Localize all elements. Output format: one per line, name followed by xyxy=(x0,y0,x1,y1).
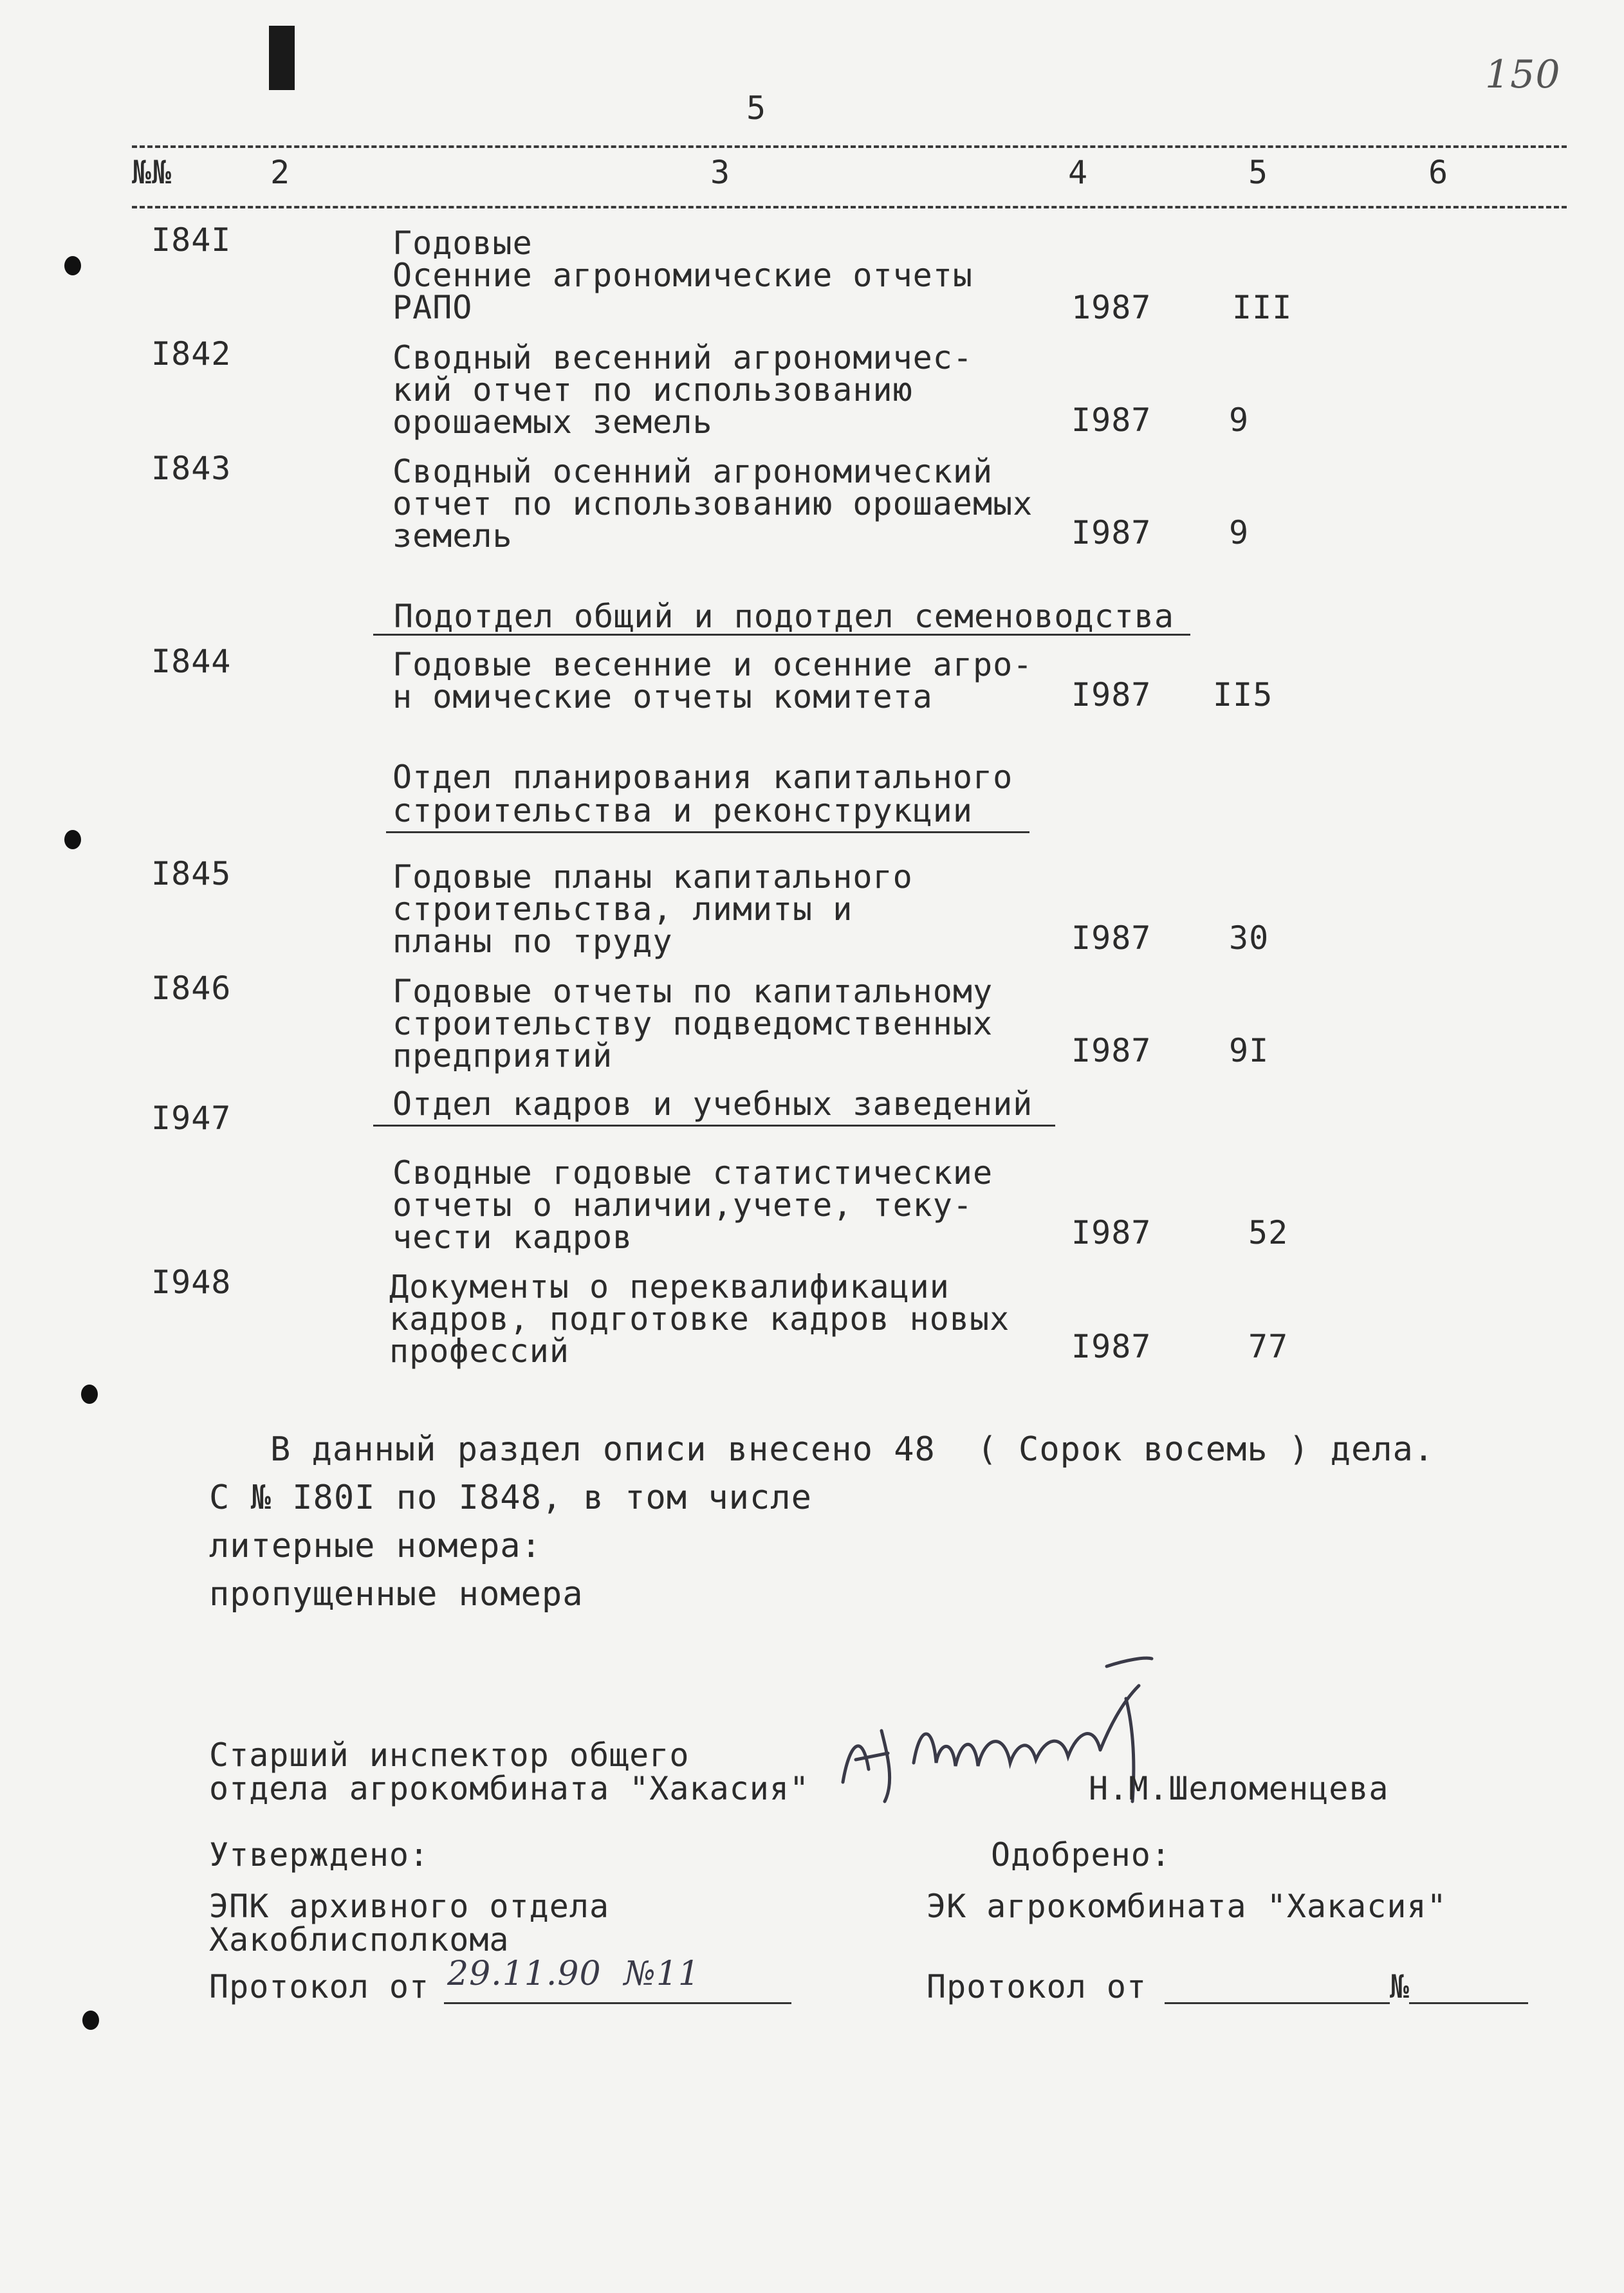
entry-year: I987 xyxy=(1071,676,1152,714)
entry-number: I844 xyxy=(151,643,232,680)
entry-number: I846 xyxy=(151,970,232,1007)
punch-hole xyxy=(81,1385,98,1404)
entry-title-line: Сводный весенний агрономичес- xyxy=(392,339,973,376)
entry-title-line: н омические отчеты комитета xyxy=(392,678,933,715)
signer-title: отдела агрокомбината "Хакасия" xyxy=(209,1770,810,1807)
section-heading: Отдел кадров и учебных заведений xyxy=(392,1085,1033,1123)
entry-title-line: отчеты о наличии,учете, теку- xyxy=(392,1186,973,1224)
endorsed-number-sign: № xyxy=(1390,1968,1410,2005)
entry-year: I987 xyxy=(1071,514,1152,551)
staple-mark xyxy=(269,26,295,90)
approved-protocol-label: Протокол от xyxy=(209,1968,430,2005)
entry-year: I987 xyxy=(1071,1032,1152,1069)
endorsed-protocol-label: Протокол от xyxy=(927,1968,1147,2005)
entry-number: I84I xyxy=(151,221,232,259)
entry-year: I987 xyxy=(1071,401,1152,439)
entry-title-line: РАПО xyxy=(392,289,473,326)
header-rule-top xyxy=(132,145,1567,148)
entry-number: I947 xyxy=(151,1100,232,1137)
endorsed-org: ЭК агрокомбината "Хакасия" xyxy=(927,1888,1447,1925)
entry-title-line: орошаемых земель xyxy=(392,403,713,441)
entry-year: I987 xyxy=(1071,919,1152,957)
punch-hole xyxy=(82,2011,99,2030)
signer-name: Н.М.Шеломенцева xyxy=(1089,1770,1389,1807)
entry-title-line: планы по труду xyxy=(392,923,673,960)
entry-count: II5 xyxy=(1213,676,1273,714)
signer-title: Старший инспектор общего xyxy=(209,1736,690,1774)
section-underline xyxy=(373,1125,1055,1127)
sheet-number: 150 xyxy=(1485,52,1561,97)
punch-hole xyxy=(64,256,81,275)
summary-line: В данный раздел описи внесено 48 ( Сорок восемь ) дела. xyxy=(270,1430,1435,1469)
section-underline xyxy=(386,831,1029,833)
header-rule-bottom xyxy=(132,206,1567,208)
entry-title-line: Годовые планы капитального xyxy=(392,858,913,896)
entry-title-line: Документы о переквалификации xyxy=(389,1268,950,1305)
entry-title-line: земель xyxy=(392,517,513,555)
entry-title-line: кадров, подготовке кадров новых xyxy=(389,1300,1010,1338)
column-header-3: 3 xyxy=(710,154,731,191)
summary-line: литерные номера: xyxy=(209,1527,542,1565)
summary-line: С № I80I по I848, в том числе xyxy=(209,1478,812,1517)
entry-count: 9 xyxy=(1229,514,1250,551)
entry-year: I987 xyxy=(1071,1214,1152,1251)
protocol-line xyxy=(1165,2002,1390,2004)
entry-count: 30 xyxy=(1229,919,1269,957)
entry-title-line: Годовые весенние и осенние агро- xyxy=(392,646,1033,683)
entry-count: 77 xyxy=(1248,1328,1289,1365)
entry-title-line: Осенние агрономические отчеты xyxy=(392,257,973,294)
section-heading: Подотдел общий и подотдел семеноводства xyxy=(394,598,1174,635)
entry-title-line: Сводный осенний агрономический xyxy=(392,453,993,490)
entry-year: 1987 xyxy=(1071,289,1152,326)
approved-org: ЭПК архивного отдела xyxy=(209,1888,610,1925)
entry-count: 9 xyxy=(1229,401,1250,439)
entry-count: 52 xyxy=(1248,1214,1289,1251)
column-header-5: 5 xyxy=(1248,154,1269,191)
column-header-2: 2 xyxy=(270,154,291,191)
entry-number: I843 xyxy=(151,450,232,487)
approved-label: Утверждено: xyxy=(209,1836,430,1874)
entry-title-line: профессий xyxy=(389,1332,569,1370)
column-header-number: №№ xyxy=(132,154,172,191)
entry-title-line: чести кадров xyxy=(392,1219,633,1256)
entry-title-line: Сводные годовые статистические xyxy=(392,1154,993,1192)
entry-title-line: Годовые xyxy=(392,225,533,262)
section-heading: строительства и реконструкции xyxy=(392,792,973,829)
approved-org: Хакоблисполкома xyxy=(209,1921,510,1958)
protocol-line xyxy=(1409,2002,1528,2004)
endorsed-label: Одобрено: xyxy=(991,1836,1171,1874)
entry-title-line: предприятий xyxy=(392,1037,613,1074)
entry-number: I948 xyxy=(151,1264,232,1301)
entry-year: I987 xyxy=(1071,1328,1152,1365)
section-underline xyxy=(373,634,1190,636)
column-header-4: 4 xyxy=(1068,154,1089,191)
entry-title-line: Годовые отчеты по капитальному xyxy=(392,973,993,1010)
page-number: 5 xyxy=(746,89,767,127)
column-header-6: 6 xyxy=(1428,154,1449,191)
entry-number: I842 xyxy=(151,335,232,373)
entry-number: I845 xyxy=(151,855,232,892)
entry-count: III xyxy=(1232,289,1293,326)
entry-title-line: кий отчет по использованию xyxy=(392,371,913,409)
entry-count: 9I xyxy=(1229,1032,1269,1069)
entry-title-line: строительства, лимиты и xyxy=(392,890,853,928)
entry-title-line: отчет по использованию орошаемых xyxy=(392,485,1033,522)
protocol-line xyxy=(444,2002,791,2004)
summary-line: пропущенные номера xyxy=(209,1575,584,1614)
approved-protocol-date: 29.11.90 №11 xyxy=(447,1955,700,1993)
punch-hole xyxy=(64,830,81,849)
entry-title-line: строительству подведомственных xyxy=(392,1005,993,1042)
section-heading: Отдел планирования капитального xyxy=(392,759,1013,796)
